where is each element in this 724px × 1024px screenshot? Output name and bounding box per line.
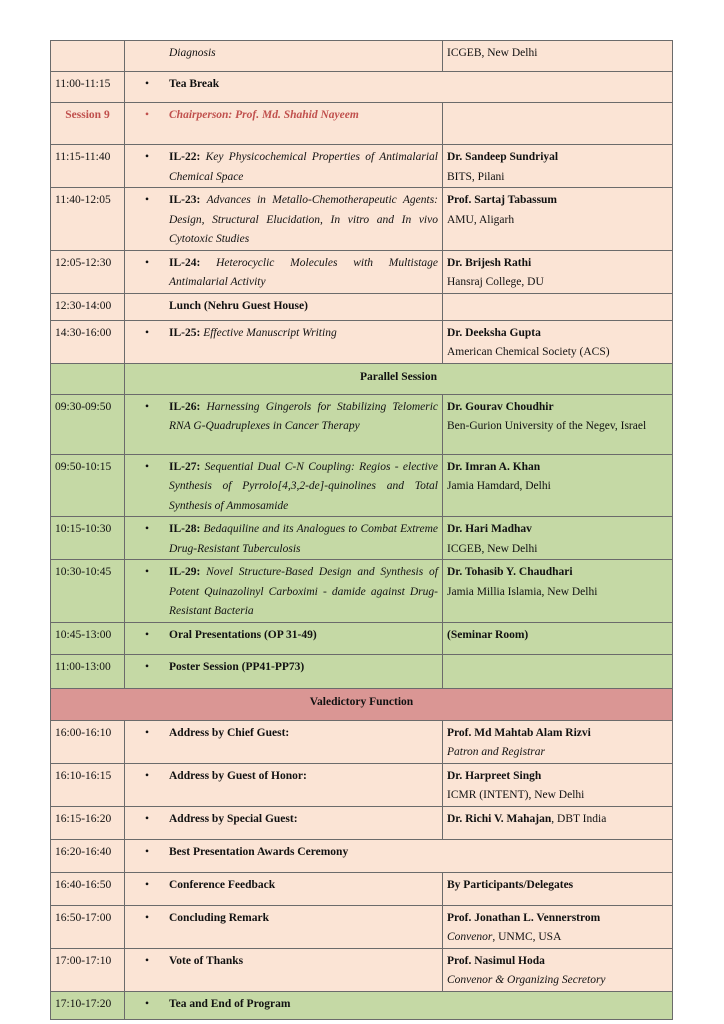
bullet-icon: • <box>145 194 150 206</box>
time-cell <box>51 41 125 72</box>
bullet-icon: • <box>145 326 150 339</box>
bullet-icon: • <box>145 523 150 535</box>
event-label: Address by Chief Guest: <box>169 726 290 739</box>
speaker-name: Dr. Sandeep Sundriyal <box>447 151 559 163</box>
empty-cell <box>51 363 125 394</box>
speaker-affiliation: Jamia Millia Islamia, New Delhi <box>447 585 598 598</box>
speaker-affiliation: ICMR (INTENT), New Delhi <box>447 789 585 801</box>
talk-cell <box>125 250 443 293</box>
talk-cell <box>125 454 443 517</box>
bullet-icon: • <box>145 460 150 473</box>
talk-cell <box>125 145 443 188</box>
speaker-name: Prof. Jonathan L. Vennerstrom <box>447 911 601 924</box>
bullet-icon: • <box>145 878 150 891</box>
talk-title: Advances in Metallo-Chemotherapeutic Agents: Design, Structural Elucidation, In vitro and In vivo Cytotoxic Studies <box>169 194 439 245</box>
speaker-cell <box>443 250 673 293</box>
event-cell <box>125 872 443 905</box>
talk-cell <box>125 394 443 454</box>
time-cell: 11:15-11:40 <box>51 145 125 188</box>
talk-title: Novel Structure-Based Design and Synthesis of Potent Quinazolinyl Carboximi - damide against Drug-Resistant Bacteria <box>169 566 438 617</box>
talk-cell <box>125 188 443 251</box>
bullet-icon: • <box>145 660 150 673</box>
speaker-affiliation: ICGEB, New Delhi <box>447 47 538 59</box>
speaker-cell <box>443 320 673 363</box>
speaker-name: Prof. Nasimul Hoda <box>447 954 545 967</box>
speaker-affiliation: Convenor & Organizing Secretory <box>447 974 606 986</box>
event-label: Address by Guest of Honor: <box>169 769 307 782</box>
table-row <box>51 394 673 454</box>
event-cell <box>125 622 443 654</box>
talk-cell <box>125 320 443 363</box>
speaker-name: Dr. Harpreet Singh <box>447 769 542 782</box>
bullet-icon: • <box>145 109 150 121</box>
table-row <box>51 72 673 103</box>
event-label: Conference Feedback <box>169 878 276 891</box>
event-label: Poster Session (PP41-PP73) <box>169 660 305 673</box>
talk-title: Bedaquiline and its Analogues to Combat Extreme Drug-Resistant Tuberculosis <box>169 523 438 555</box>
talk-code: IL-28: <box>169 523 201 535</box>
speaker-name: Dr. Tohasib Y. Chaudhari <box>447 566 573 578</box>
bullet-icon: • <box>145 400 150 413</box>
table-row <box>51 517 673 560</box>
speaker-cell <box>443 188 673 251</box>
time-cell: 11:00-13:00 <box>51 654 125 688</box>
empty-cell <box>443 103 673 145</box>
table-row <box>51 872 673 905</box>
time-cell: 10:45-13:00 <box>51 622 125 654</box>
speaker-cell <box>443 41 673 72</box>
talk-title: Heterocyclic Molecules with Multistage Antimalarial Activity <box>169 256 438 288</box>
event-label: Concluding Remark <box>169 911 269 924</box>
table-row <box>51 560 673 623</box>
speaker-name: Dr. Richi V. Mahajan <box>447 812 552 825</box>
speaker-cell <box>443 905 673 948</box>
event-label: Tea Break <box>169 78 220 90</box>
speaker-name: Dr. Imran A. Khan <box>447 460 541 473</box>
bullet-icon: • <box>145 256 150 269</box>
event-cell <box>125 839 673 872</box>
talk-title-cell <box>125 41 443 72</box>
talk-title: Effective Manuscript Writing <box>203 326 337 339</box>
empty-cell <box>443 654 673 688</box>
speaker-affiliation: Patron and Registrar <box>447 746 545 758</box>
section-title: Parallel Session <box>125 363 673 394</box>
speaker-cell <box>443 454 673 517</box>
table-row <box>51 948 673 991</box>
table-row <box>51 763 673 806</box>
event-cell <box>125 905 443 948</box>
event-label: Address by Special Guest: <box>169 812 298 825</box>
time-cell: 14:30-16:00 <box>51 320 125 363</box>
speaker-cell <box>443 763 673 806</box>
venue-cell <box>443 622 673 654</box>
venue-label: (Seminar Room) <box>447 628 529 641</box>
talk-code: IL-26: <box>169 400 201 413</box>
speaker-affiliation: Hansraj College, DU <box>447 276 544 288</box>
talk-title: Diagnosis <box>169 47 216 59</box>
talk-code: IL-27: <box>169 460 201 473</box>
section-header-row <box>51 688 673 720</box>
talk-code: IL-29: <box>169 566 201 578</box>
speaker-cell <box>443 806 673 839</box>
time-cell: 09:50-10:15 <box>51 454 125 517</box>
time-cell: 12:30-14:00 <box>51 293 125 320</box>
event-label: Tea and End of Program <box>169 997 291 1010</box>
section-header-row <box>51 363 673 394</box>
table-row <box>51 103 673 145</box>
speaker-affiliation: Jamia Hamdard, Delhi <box>447 480 551 492</box>
event-label: Best Presentation Awards Ceremony <box>169 845 349 858</box>
time-cell: 16:00-16:10 <box>51 720 125 763</box>
event-cell <box>125 763 443 806</box>
speaker-name: Dr. Hari Madhav <box>447 523 532 535</box>
time-cell: 10:30-10:45 <box>51 560 125 623</box>
time-cell: 16:40-16:50 <box>51 872 125 905</box>
table-row <box>51 188 673 251</box>
talk-code: IL-24: <box>169 256 201 269</box>
time-cell: 16:15-16:20 <box>51 806 125 839</box>
speaker-affiliation: American Chemical Society (ACS) <box>447 346 610 358</box>
table-row <box>51 720 673 763</box>
table-row <box>51 905 673 948</box>
speaker-cell <box>443 560 673 623</box>
table-row <box>51 654 673 688</box>
table-row <box>51 145 673 188</box>
table-row <box>51 250 673 293</box>
time-cell: 16:20-16:40 <box>51 839 125 872</box>
talk-title: Key Physicochemical Properties of Antimalarial Chemical Space <box>169 151 438 183</box>
time-cell: 11:00-11:15 <box>51 72 125 103</box>
bullet-icon: • <box>145 769 150 782</box>
event-cell <box>125 991 673 1019</box>
talk-code: IL-22: <box>169 151 201 163</box>
talk-code: IL-23: <box>169 194 201 206</box>
speaker-cell <box>443 720 673 763</box>
bullet-icon: • <box>145 726 150 739</box>
chair-cell <box>125 103 443 145</box>
event-label: Vote of Thanks <box>169 954 244 967</box>
bullet-icon: • <box>145 78 150 90</box>
speaker-cell <box>443 517 673 560</box>
speaker-name: Prof. Sartaj Tabassum <box>447 194 558 206</box>
section-title: Valedictory Function <box>51 688 673 720</box>
talk-cell <box>125 517 443 560</box>
event-cell <box>125 72 673 103</box>
speaker-affiliation: AMU, Aligarh <box>447 213 515 226</box>
session-label: Session 9 <box>51 103 125 145</box>
bullet-icon: • <box>145 911 150 924</box>
time-cell: 17:10-17:20 <box>51 991 125 1019</box>
event-cell <box>125 720 443 763</box>
time-cell: 17:00-17:10 <box>51 948 125 991</box>
speaker-affiliation: , DBT India <box>551 812 607 825</box>
bullet-icon: • <box>145 997 150 1010</box>
time-cell: 16:50-17:00 <box>51 905 125 948</box>
time-cell: 16:10-16:15 <box>51 763 125 806</box>
time-cell: 09:30-09:50 <box>51 394 125 454</box>
speaker-name: Dr. Brijesh Rathi <box>447 256 532 269</box>
bullet-icon: • <box>145 845 150 858</box>
table-row <box>51 622 673 654</box>
bullet-icon: • <box>145 954 150 967</box>
talk-title: Sequential Dual C-N Coupling: Regios - elective Synthesis of Pyrrolo[4,3,2-de]-quinolines and Total Synthesis of Ammosamide <box>169 460 439 512</box>
table-row <box>51 41 673 72</box>
table-row <box>51 839 673 872</box>
speaker-cell <box>443 394 673 454</box>
talk-cell <box>125 560 443 623</box>
schedule-table <box>50 40 673 1020</box>
table-row <box>51 320 673 363</box>
speaker-name: Prof. Md Mahtab Alam Rizvi <box>447 726 591 739</box>
bullet-icon: • <box>145 151 150 163</box>
table-row <box>51 991 673 1019</box>
bullet-icon: • <box>145 566 150 578</box>
table-row <box>51 806 673 839</box>
table-row <box>51 454 673 517</box>
event-label: Oral Presentations (OP 31-49) <box>169 628 317 641</box>
time-cell: 11:40-12:05 <box>51 188 125 251</box>
talk-code: IL-25: <box>169 326 201 339</box>
event-cell <box>125 948 443 991</box>
event-cell <box>125 654 443 688</box>
speaker-name: By Participants/Delegates <box>447 878 574 891</box>
chairperson: Chairperson: Prof. Md. Shahid Nayeem <box>169 109 359 121</box>
time-cell: 12:05-12:30 <box>51 250 125 293</box>
speaker-affiliation: BITS, Pilani <box>447 170 505 183</box>
table-row <box>51 293 673 320</box>
speaker-affiliation: , UNMC, USA <box>492 931 562 943</box>
speaker-role: Convenor <box>447 931 493 943</box>
speaker-affiliation: Ben-Gurion University of the Negev, Israel <box>447 420 647 432</box>
speaker-cell <box>443 872 673 905</box>
time-cell: 10:15-10:30 <box>51 517 125 560</box>
speaker-affiliation: ICGEB, New Delhi <box>447 542 538 555</box>
empty-cell <box>443 293 673 320</box>
speaker-cell <box>443 948 673 991</box>
speaker-name: Dr. Gourav Choudhir <box>447 400 554 413</box>
event-cell <box>125 293 443 320</box>
event-cell <box>125 806 443 839</box>
bullet-icon: • <box>145 628 150 641</box>
talk-title: Harnessing Gingerols for Stabilizing Telomeric RNA G-Quadruplexes in Cancer Therapy <box>169 400 438 432</box>
bullet-icon: • <box>145 812 150 825</box>
speaker-name: Dr. Deeksha Gupta <box>447 326 541 339</box>
speaker-cell <box>443 145 673 188</box>
event-label: Lunch (Nehru Guest House) <box>169 299 308 312</box>
